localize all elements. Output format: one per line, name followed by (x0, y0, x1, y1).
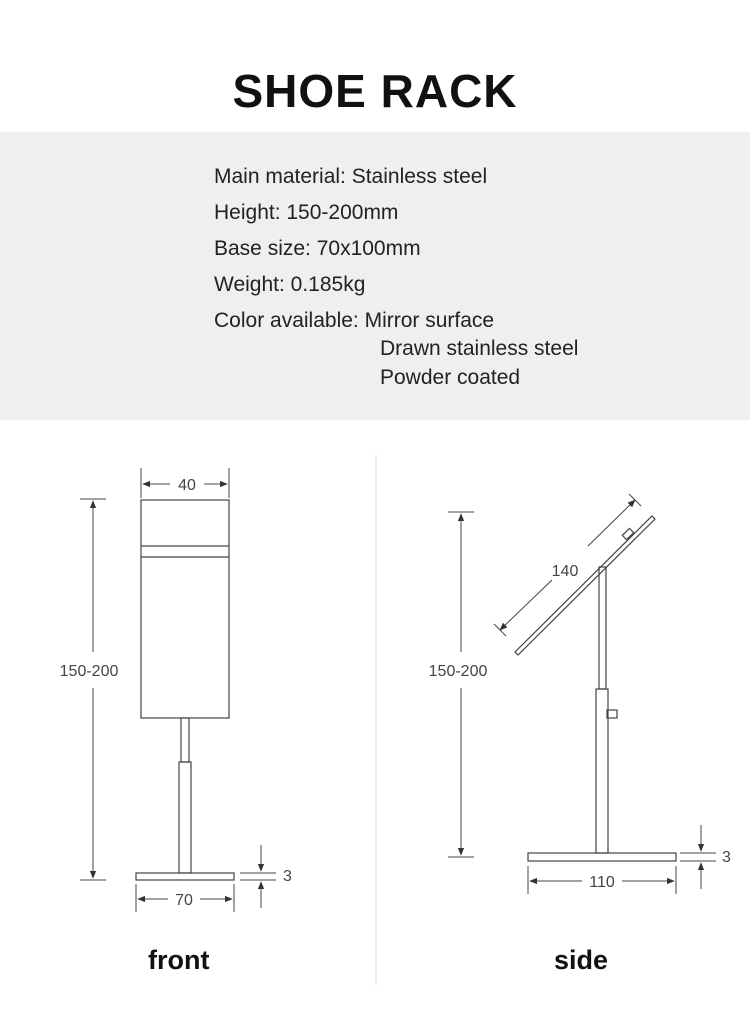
page-title: SHOE RACK (232, 65, 518, 117)
side-sign-panel (515, 516, 655, 655)
side-panel-label: 140 (551, 563, 579, 580)
front-base-label: 70 (175, 892, 193, 909)
front-sign-panel (141, 500, 229, 718)
spec-color-available: Color available: Mirror surface (214, 309, 495, 332)
spec-height: Height: 150-200mm (214, 201, 399, 224)
side-height-label: 150-200 (428, 663, 488, 680)
side-upper-pole (599, 567, 606, 689)
front-view (80, 468, 276, 912)
side-base-label: 110 (589, 874, 615, 891)
side-panel-clip (622, 528, 633, 539)
front-lower-pole (179, 762, 191, 873)
front-thickness-label: 3 (283, 868, 292, 885)
spec-weight: Weight: 0.185kg (214, 273, 366, 296)
spec-color-option-3: Powder coated (380, 366, 521, 389)
front-caption: front (148, 945, 210, 975)
front-width-label: 40 (178, 477, 196, 494)
front-upper-pole (181, 718, 189, 762)
spec-color-option-2: Drawn stainless steel (380, 337, 579, 360)
side-base-plate (528, 853, 676, 861)
spec-main-material: Main material: Stainless steel (214, 165, 488, 188)
side-thickness-label: 3 (722, 849, 731, 866)
front-height-label: 150-200 (59, 663, 119, 680)
spec-base-size: Base size: 70x100mm (214, 237, 421, 260)
side-lower-pole (596, 689, 608, 853)
side-caption: side (554, 945, 609, 975)
front-base-plate (136, 873, 234, 880)
side-view (448, 494, 716, 894)
